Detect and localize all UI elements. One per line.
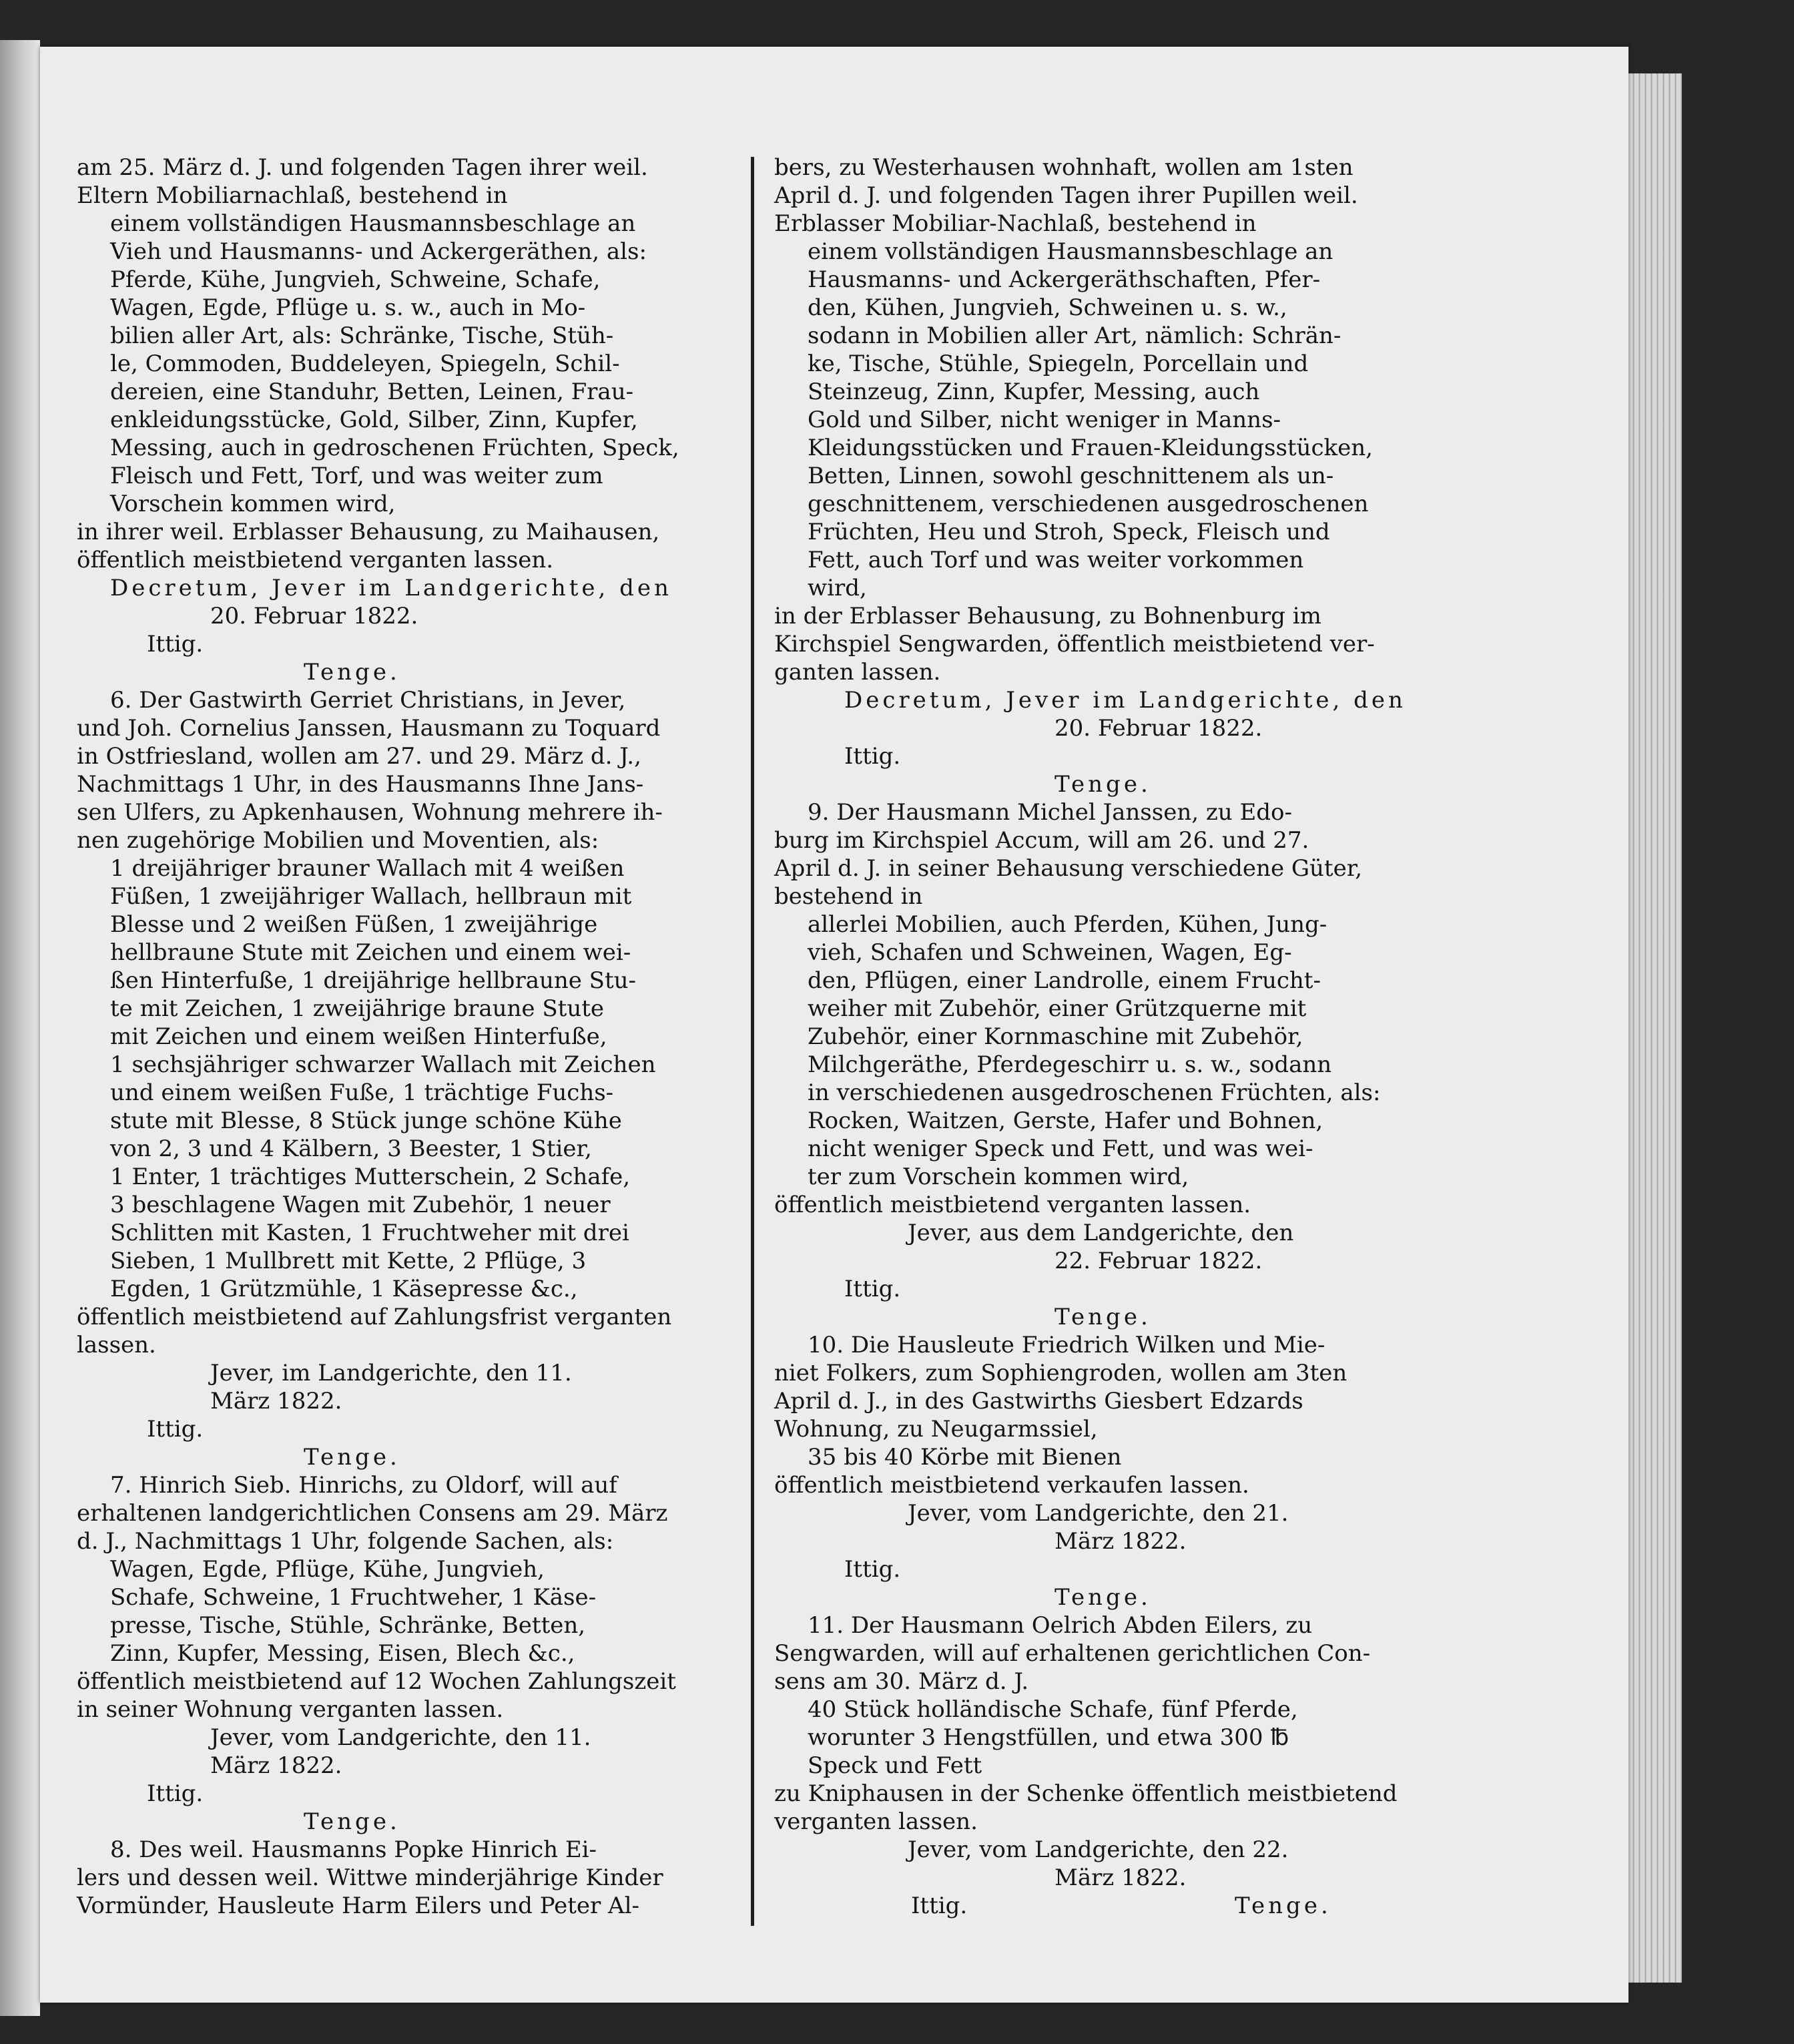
text-line: Steinzeug, Zinn, Kupfer, Messing, auch (808, 378, 1260, 405)
text-line: wird, (808, 575, 867, 601)
text-line: Sieben, 1 Mullbrett mit Kette, 2 Pflüge, 3 (110, 1248, 587, 1274)
text-line: enkleidungsstücke, Gold, Silber, Zinn, Kupfer, (110, 407, 638, 433)
text-line: den, Kühen, Jungvieh, Schweinen u. s. w., (808, 294, 1287, 321)
text-line: 10. Die Hausleute Friedrich Wilken und Mie- (808, 1332, 1325, 1358)
text-line: Blesse und 2 weißen Füßen, 1 zweijährige (110, 911, 598, 938)
text-line: Schafe, Schweine, 1 Fruchtweher, 1 Käse- (110, 1584, 597, 1611)
text-line: April d. J. in seiner Behausung verschiedene Güter, (774, 855, 1363, 882)
text-line: und Joh. Cornelius Janssen, Hausmann zu Toquard (77, 715, 661, 742)
text-line: burg im Kirchspiel Accum, will am 26. und 27. (774, 827, 1309, 854)
text-line: Zinn, Kupfer, Messing, Eisen, Blech &c., (110, 1640, 575, 1667)
text-line: ganten lassen. (774, 659, 941, 686)
text-line: worunter 3 Hengstfüllen, und etwa 300 ℔ (808, 1724, 1289, 1751)
text-line: öffentlich meistbietend auf 12 Wochen Zahlungszeit (77, 1668, 676, 1695)
text-line: dereien, eine Standuhr, Betten, Leinen, Frau- (110, 378, 634, 405)
text-line: Vorschein kommen wird, (110, 491, 396, 517)
text-line: einem vollständigen Hausmannsbeschlage an (808, 238, 1333, 265)
text-line: sodann in Mobilien aller Art, nämlich: Schrän- (808, 322, 1341, 349)
text-line: April d. J., in des Gastwirths Giesbert Edzards (774, 1388, 1303, 1415)
text-line: Rocken, Waitzen, Gerste, Hafer und Bohnen, (808, 1107, 1323, 1134)
text-line: Kleidungsstücken und Frauen-Kleidungsstücken, (808, 435, 1373, 461)
text-line: allerlei Mobilien, auch Pferden, Kühen, Jung- (808, 911, 1327, 938)
signature-ittig: Ittig. (844, 1556, 901, 1583)
signature-tenge: Tenge. (1055, 1304, 1151, 1330)
text-line: le, Commoden, Buddeleyen, Spiegeln, Schil- (110, 350, 620, 377)
date-line: März 1822. (1055, 1864, 1187, 1891)
signature-tenge: Tenge. (304, 1808, 400, 1835)
text-line: lassen. (77, 1332, 156, 1358)
text-line: bers, zu Westerhausen wohnhaft, wollen am 1sten (774, 154, 1354, 181)
text-line: Fett, auch Torf und was weiter vorkommen (808, 547, 1304, 573)
text-line: sens am 30. März d. J. (774, 1668, 1029, 1695)
text-line: sen Ulfers, zu Apkenhausen, Wohnung mehrere ih- (77, 799, 663, 826)
text-line: Früchten, Heu und Stroh, Speck, Fleisch und (808, 519, 1330, 545)
date-line: 22. Februar 1822. (1055, 1248, 1263, 1274)
text-line: Betten, Linnen, sowohl geschnittenem als un- (808, 463, 1334, 489)
text-line: lers und dessen weil. Wittwe minderjährige Kinder (77, 1864, 663, 1891)
place-line: Jever, aus dem Landgerichte, den (908, 1220, 1294, 1246)
signature-line (774, 1892, 1415, 1920)
text-line: Vieh und Hausmanns- und Ackergeräthen, als: (110, 238, 647, 265)
text-line: nen zugehörige Mobilien und Moventien, als: (77, 827, 599, 854)
text-line: te mit Zeichen, 1 zweijährige braune Stute (110, 995, 604, 1022)
signature-ittig: Ittig. (844, 743, 901, 770)
signature-ittig: Ittig. (147, 631, 204, 658)
text-line: erhaltenen landgerichtlichen Consens am 29. März (77, 1500, 668, 1527)
text-line: am 25. März d. J. und folgenden Tagen ihrer weil. (77, 154, 648, 181)
text-line: in Ostfriesland, wollen am 27. und 29. März d. J., (77, 743, 641, 770)
text-line: geschnittenem, verschiedenen ausgedroschenen (808, 491, 1369, 517)
text-line: Wohnung, zu Neugarmssiel, (774, 1416, 1098, 1443)
page-stack-edges (1628, 73, 1682, 1983)
text-line: ter zum Vorschein kommen wird, (808, 1164, 1189, 1190)
text-line: 8. Des weil. Hausmanns Popke Hinrich Ei- (110, 1836, 597, 1863)
text-line: Nachmittags 1 Uhr, in des Hausmanns Ihne Jans- (77, 771, 644, 798)
text-line: 40 Stück holländische Schafe, fünf Pferde, (808, 1696, 1298, 1723)
text-line: hellbraune Stute mit Zeichen und einem wei- (110, 939, 631, 966)
text-line: 3 beschlagene Wagen mit Zubehör, 1 neuer (110, 1192, 611, 1218)
place-line: Jever, vom Landgerichte, den 21. (908, 1500, 1289, 1527)
text-line: Erblasser Mobiliar-Nachlaß, bestehend in (774, 210, 1257, 237)
text-line: mit Zeichen und einem weißen Hinterfuße, (110, 1023, 607, 1050)
text-line: presse, Tische, Stühle, Schränke, Betten, (110, 1612, 586, 1639)
previous-page-edge (0, 40, 40, 2016)
signature-ittig: Ittig. (844, 1276, 901, 1302)
text-line: 7. Hinrich Sieb. Hinrichs, zu Oldorf, will auf (110, 1472, 617, 1499)
text-line: und einem weißen Fuße, 1 trächtige Fuchs- (110, 1079, 614, 1106)
text-line: April d. J. und folgenden Tagen ihrer Pupillen weil. (774, 182, 1358, 209)
place-line: Jever, vom Landgerichte, den 22. (908, 1836, 1289, 1863)
signature-tenge: Tenge. (1235, 1892, 1331, 1919)
text-line: einem vollständigen Hausmannsbeschlage an (110, 210, 636, 237)
signature-ittig: Ittig. (147, 1416, 204, 1443)
text-line: weiher mit Zubehör, einer Grützquerne mit (808, 995, 1307, 1022)
date-line: 20. Februar 1822. (210, 603, 418, 629)
text-line: d. J., Nachmittags 1 Uhr, folgende Sachen, als: (77, 1528, 614, 1555)
text-line: Speck und Fett (808, 1752, 982, 1779)
text-line: öffentlich meistbietend auf Zahlungsfrist verganten (77, 1304, 672, 1330)
text-line: 1 sechsjähriger schwarzer Wallach mit Zeichen (110, 1051, 656, 1078)
text-line: nicht weniger Speck und Fett, und was wei- (808, 1135, 1313, 1162)
place-line: Jever, im Landgerichte, den 11. (210, 1360, 572, 1386)
text-line: den, Pflügen, einer Landrolle, einem Frucht- (808, 967, 1321, 994)
signature-tenge: Tenge. (1055, 771, 1151, 798)
signature-tenge: Tenge. (304, 1444, 400, 1471)
text-line: Sengwarden, will auf erhaltenen gerichtlichen Con- (774, 1640, 1371, 1667)
text-line: in der Erblasser Behausung, zu Bohnenburg im (774, 603, 1321, 629)
document-page (40, 47, 1628, 2003)
text-line: Wagen, Egde, Pflüge u. s. w., auch in Mo- (110, 294, 586, 321)
date-line: März 1822. (1055, 1528, 1187, 1555)
text-line: von 2, 3 und 4 Kälbern, 3 Beester, 1 Stier, (110, 1135, 592, 1162)
signature-tenge: Tenge. (304, 659, 400, 686)
text-line: Füßen, 1 zweijähriger Wallach, hellbraun mit (110, 883, 632, 910)
text-line: Wagen, Egde, Pflüge, Kühe, Jungvieh, (110, 1556, 545, 1583)
text-line: in ihrer weil. Erblasser Behausung, zu Maihausen, (77, 519, 660, 545)
date-line: März 1822. (210, 1388, 342, 1415)
text-line: Messing, auch in gedroschenen Früchten, Speck, (110, 435, 679, 461)
text-line: vieh, Schafen und Schweinen, Wagen, Eg- (808, 939, 1292, 966)
text-line: 35 bis 40 Körbe mit Bienen (808, 1444, 1122, 1471)
text-line: öffentlich meistbietend verganten lassen. (774, 1192, 1251, 1218)
text-line: Vormünder, Hausleute Harm Eilers und Peter Al- (77, 1892, 639, 1919)
text-line: 11. Der Hausmann Oelrich Abden Eilers, zu (808, 1612, 1313, 1639)
text-line: verganten lassen. (774, 1808, 978, 1835)
text-line: bilien aller Art, als: Schränke, Tische, Stüh- (110, 322, 614, 349)
text-line: Eltern Mobiliarnachlaß, bestehend in (77, 182, 508, 209)
text-line: öffentlich meistbietend verkaufen lassen. (774, 1472, 1249, 1499)
decree-line: Decretum, Jever im Landgerichte, den (110, 575, 672, 601)
text-line: stute mit Blesse, 8 Stück junge schöne Kühe (110, 1107, 622, 1134)
text-line: ke, Tische, Stühle, Spiegeln, Porcellain und (808, 350, 1309, 377)
text-line: Fleisch und Fett, Torf, und was weiter zum (110, 463, 603, 489)
text-line: ßen Hinterfuße, 1 dreijährige hellbraune Stu- (110, 967, 637, 994)
decree-line: Decretum, Jever im Landgerichte, den (844, 687, 1406, 714)
left-column (77, 154, 717, 1920)
signature-tenge: Tenge. (1055, 1584, 1151, 1611)
right-column (774, 154, 1415, 1920)
text-line: Pferde, Kühe, Jungvieh, Schweine, Schafe, (110, 266, 601, 293)
text-line: Schlitten mit Kasten, 1 Fruchtweher mit drei (110, 1220, 629, 1246)
place-line: Jever, vom Landgerichte, den 11. (210, 1724, 591, 1751)
text-line: 9. Der Hausmann Michel Janssen, zu Edo- (808, 799, 1292, 826)
signature-ittig: Ittig. (911, 1892, 968, 1919)
column-divider (751, 157, 754, 1926)
text-line: 6. Der Gastwirth Gerriet Christians, in Jever, (110, 687, 626, 714)
text-line: 1 dreijähriger brauner Wallach mit 4 weißen (110, 855, 625, 882)
text-line: Gold und Silber, nicht weniger in Manns- (808, 407, 1281, 433)
text-line: niet Folkers, zum Sophiengroden, wollen am 3ten (774, 1360, 1348, 1386)
date-line: 20. Februar 1822. (1055, 715, 1263, 742)
date-line: März 1822. (210, 1752, 342, 1779)
text-line: bestehend in (774, 883, 923, 910)
signature-ittig: Ittig. (147, 1780, 204, 1807)
text-line: öffentlich meistbietend verganten lassen. (77, 547, 554, 573)
text-line: Kirchspiel Sengwarden, öffentlich meistbietend ver- (774, 631, 1375, 658)
text-line: in seiner Wohnung verganten lassen. (77, 1696, 504, 1723)
text-line: 1 Enter, 1 trächtiges Mutterschein, 2 Schafe, (110, 1164, 631, 1190)
text-line: Hausmanns- und Ackergeräthschaften, Pfer- (808, 266, 1321, 293)
text-line: Egden, 1 Grützmühle, 1 Käsepresse &c., (110, 1276, 578, 1302)
text-line: Zubehör, einer Kornmaschine mit Zubehör, (808, 1023, 1303, 1050)
text-line: in verschiedenen ausgedroschenen Früchten, als: (808, 1079, 1381, 1106)
text-line: zu Kniphausen in der Schenke öffentlich meistbietend (774, 1780, 1398, 1807)
text-line: Milchgeräthe, Pferdegeschirr u. s. w., sodann (808, 1051, 1332, 1078)
